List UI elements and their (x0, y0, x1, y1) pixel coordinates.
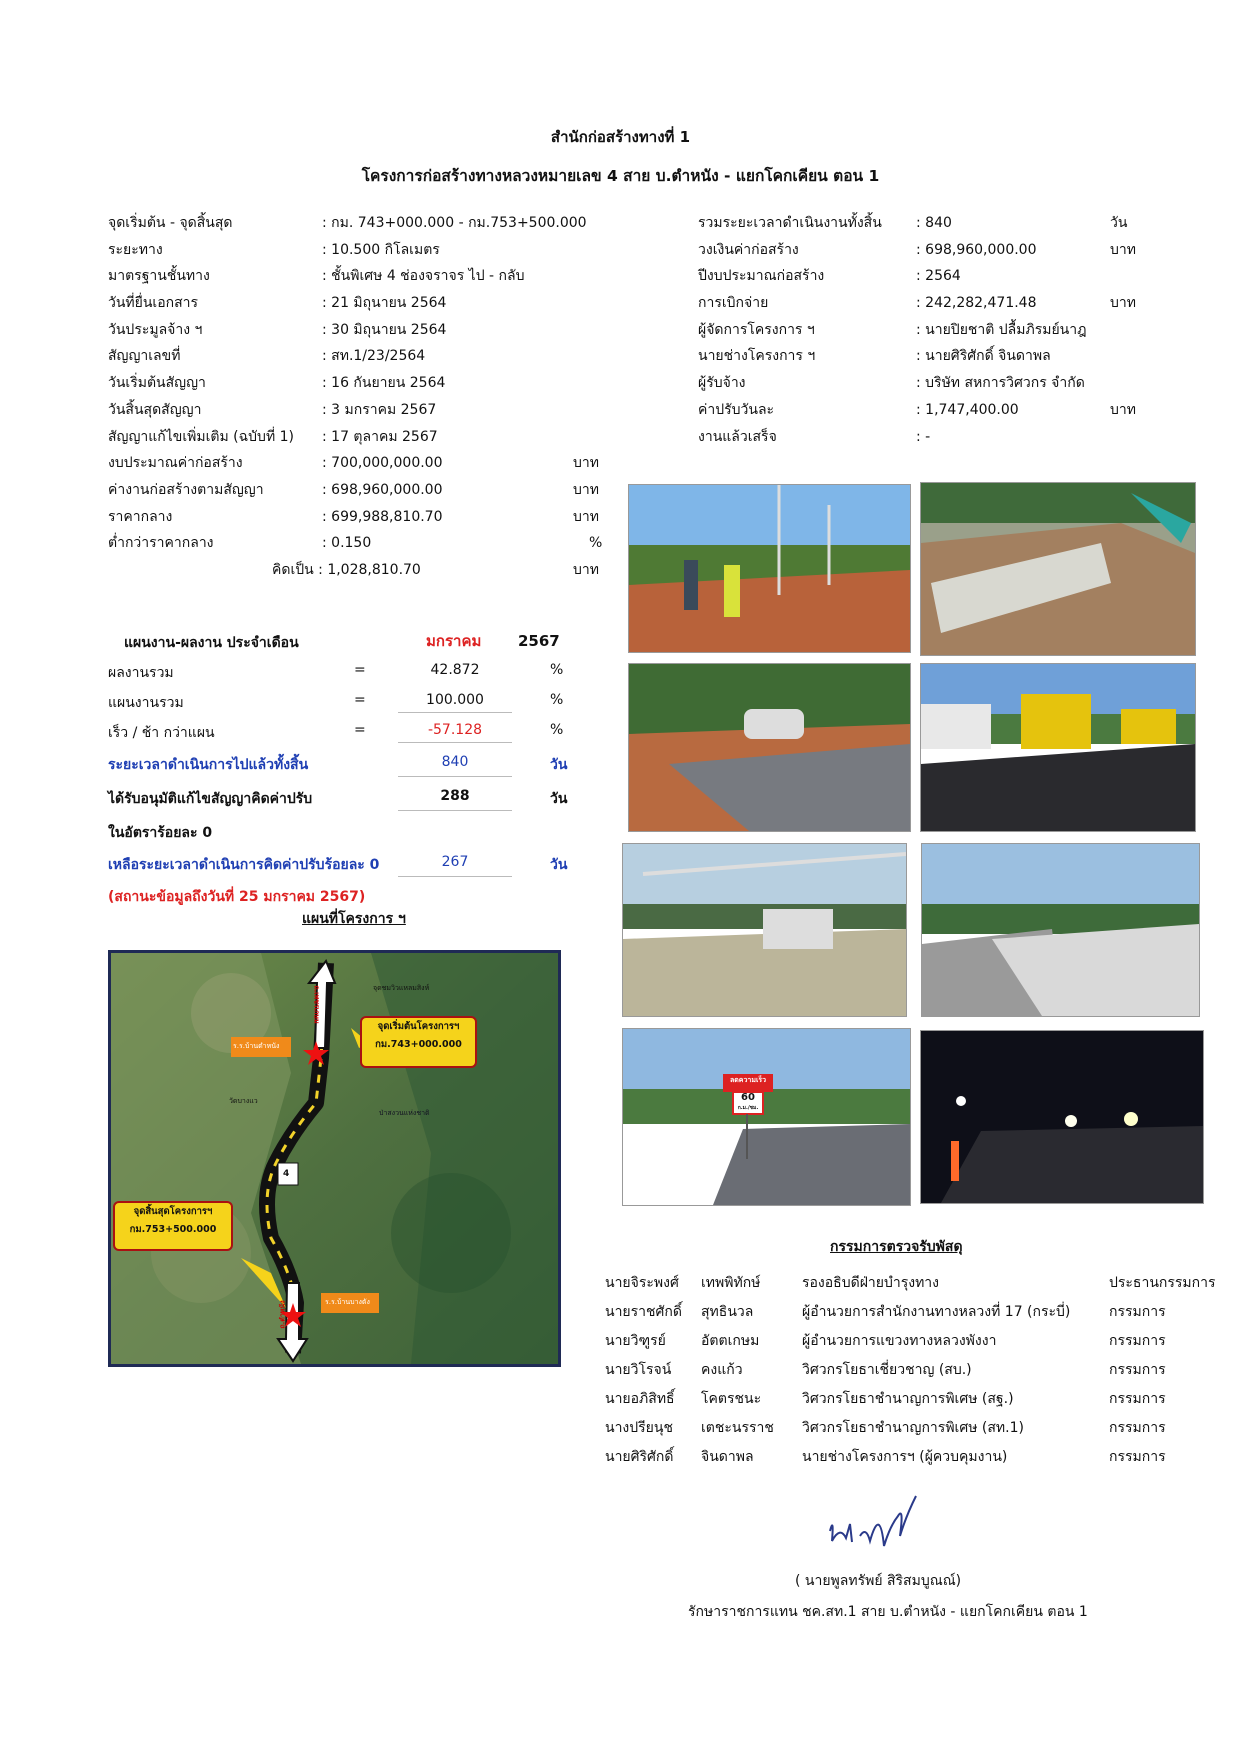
info-label: วันที่ยื่นเอกสาร (108, 295, 199, 312)
member-first-name: นายอภิสิทธิ์ (605, 1391, 675, 1407)
member-first-name: นายวิโรจน์ (605, 1362, 672, 1378)
info-row (108, 504, 608, 531)
info-row (108, 557, 608, 584)
start-point-callout (360, 1016, 477, 1068)
info-row (108, 530, 608, 557)
info-row (108, 477, 608, 504)
construction-photo (921, 843, 1200, 1017)
construction-photo (628, 484, 911, 653)
member-position: ผู้อำนวยการสำนักงานทางหลวงที่ 17 (กระบี่) (802, 1304, 1071, 1320)
member-position: นายช่างโครงการฯ (ผู้ควบคุมงาน) (802, 1449, 1008, 1465)
member-role: ประธานกรรมการ (1109, 1275, 1216, 1291)
plan-row-unit: % (550, 662, 564, 678)
info-label: รวมระยะเวลาดำเนินงานทั้งสิ้น (698, 215, 882, 231)
road-label: ถ.เพชรเกษม (312, 985, 321, 1024)
remaining-unit: วัน (550, 857, 568, 873)
elapsed-value: 840 (398, 754, 512, 777)
rate-label: ในอัตราร้อยละ 0 (108, 825, 213, 841)
start-km: กม.743+000.000 (375, 1039, 462, 1050)
place-label: ป่าสงวนแห่งชาติ (379, 1109, 430, 1117)
member-last-name: สุทธินวล (701, 1304, 754, 1320)
info-label: ผู้จัดการโครงการ ฯ (698, 321, 815, 338)
elapsed-unit: วัน (550, 757, 568, 773)
member-last-name: จินดาพล (701, 1449, 754, 1465)
info-row (698, 343, 1138, 370)
member-last-name: โคตรชนะ (701, 1391, 762, 1407)
info-unit: บาท (1110, 295, 1136, 312)
committee-title: กรรมการตรวจรับพัสดุ (830, 1239, 963, 1255)
construction-photo (622, 1028, 911, 1206)
info-label: ราคากลาง (108, 508, 173, 525)
info-value: : 840 (916, 215, 952, 231)
info-label: วันสิ้นสุดสัญญา (108, 401, 202, 418)
remaining-label: เหลือระยะเวลาดำเนินการคิดค่าปรับร้อยละ 0 (108, 857, 380, 873)
info-label: งบประมาณค่าก่อสร้าง (108, 455, 243, 472)
info-unit: บาท (1110, 401, 1136, 418)
info-label: ค่าปรับวันละ (698, 401, 775, 418)
water-truck-photo (629, 664, 910, 831)
approved-unit: วัน (550, 791, 568, 807)
plan-row-unit: % (550, 692, 564, 708)
member-position: ผู้อำนวยการแขวงทางหลวงพังงา (802, 1333, 997, 1349)
info-row (108, 263, 608, 290)
info-unit: บาท (573, 508, 599, 525)
info-row (108, 290, 608, 317)
member-first-name: นางปรียนุช (605, 1420, 673, 1436)
elapsed-label: ระยะเวลาดำเนินการไปแล้วทั้งสิ้น (108, 757, 309, 773)
committee-member (605, 1328, 1241, 1357)
place-label: จุดชมวิวแหลมสิงห์ (373, 984, 430, 992)
member-first-name: นายวิฑูรย์ (605, 1333, 666, 1349)
info-row (108, 237, 608, 264)
info-label: ผู้รับจ้าง (698, 375, 746, 392)
member-role: กรรมการ (1109, 1333, 1166, 1349)
end-point-callout (113, 1201, 233, 1251)
member-first-name: นายราชศักดิ์ (605, 1304, 682, 1320)
info-value: : 17 ตุลาคม 2567 (322, 428, 438, 445)
info-value: : 1,747,400.00 (916, 401, 1019, 418)
committee-member (605, 1299, 1241, 1328)
info-label: การเบิกจ่าย (698, 295, 769, 312)
project-map (108, 950, 561, 1367)
info-row (698, 397, 1138, 424)
member-last-name: เตชะนรราช (701, 1420, 774, 1436)
plan-row-eq: = (354, 692, 366, 708)
info-label: งานแล้วเสร็จ (698, 428, 777, 445)
member-last-name: คงแก้ว (701, 1362, 743, 1378)
plan-month: มกราคม (426, 632, 482, 650)
end-label: จุดสิ้นสุดโครงการฯ (133, 1206, 213, 1217)
construction-photo (628, 663, 911, 832)
info-row (108, 424, 608, 451)
committee-member (605, 1415, 1241, 1444)
info-value: : 698,960,000.00 (322, 481, 443, 498)
info-value: : บริษัท สหการวิศวกร จำกัด (916, 375, 1085, 392)
info-label: จุดเริ่มต้น - จุดสิ้นสุด (108, 215, 233, 231)
signer-position: รักษาราชการแทน ชค.สท.1 สาย บ.ตำหนัง - แยกโคกเคียน ตอน 1 (688, 1604, 1088, 1620)
night-work-photo (921, 1031, 1203, 1203)
member-role: กรรมการ (1109, 1449, 1166, 1465)
plan-row-label: ผลงานรวม (108, 665, 174, 681)
plan-row-value: 100.000 (398, 692, 512, 713)
approved-label: ได้รับอนุมัติแก้ไขสัญญาคิดค่าปรับ (108, 791, 313, 807)
signature-image (820, 1486, 940, 1566)
info-unit: วัน (1110, 215, 1128, 231)
info-value: : 700,000,000.00 (322, 455, 443, 472)
barrier-wall-photo (922, 844, 1199, 1016)
info-label: ระยะทาง (108, 241, 163, 258)
info-value: : นายปิยชาติ ปลื้มภิรมย์นาฎ (916, 321, 1087, 338)
committee-member (605, 1386, 1241, 1415)
info-row (698, 263, 1138, 290)
info-value: : 698,960,000.00 (916, 241, 1037, 258)
info-row (698, 317, 1138, 344)
asphalt-paving-photo (921, 664, 1195, 831)
plan-row-eq: = (354, 722, 366, 738)
start-label: จุดเริ่มต้นโครงการฯ (377, 1021, 460, 1032)
info-row (698, 424, 1138, 451)
info-value: : 21 มิถุนายน 2564 (322, 295, 447, 312)
info-value: : 0.150 (322, 535, 372, 552)
member-position: วิศวกรโยธาชำนาญการพิเศษ (สฐ.) (802, 1391, 1014, 1407)
committee-member (605, 1270, 1241, 1299)
construction-photo (920, 482, 1196, 656)
member-role: กรรมการ (1109, 1362, 1166, 1378)
info-value: : - (916, 428, 931, 445)
approved-value: 288 (398, 788, 512, 811)
member-last-name: เทพพิทักษ์ (701, 1275, 761, 1291)
info-value: : ชั้นพิเศษ 4 ช่องจราจร ไป - กลับ (322, 268, 525, 285)
project-info-right (698, 210, 1138, 450)
info-unit: บาท (573, 481, 599, 498)
place-label: วัดบางแว (229, 1097, 258, 1105)
signer-name: ( นายพูลทรัพย์ สิริสมบูณณ์) (795, 1573, 962, 1589)
project-info-left (108, 210, 608, 584)
info-row (108, 317, 608, 344)
info-row (108, 370, 608, 397)
construction-photo (920, 1030, 1204, 1204)
info-value: : 242,282,471.48 (916, 295, 1037, 312)
plan-heading: แผนงาน-ผลงาน ประจำเดือน (124, 635, 299, 651)
info-label: ต่ำกว่าราคากลาง (108, 535, 214, 552)
member-first-name: นายศิริศักดิ์ (605, 1449, 674, 1465)
status-note: (สถานะข้อมูลถึงวันที่ 25 มกราคม 2567) (108, 889, 366, 905)
plan-row-eq: = (354, 662, 366, 678)
info-value: : กม. 743+000.000 - กม.753+500.000 (322, 215, 587, 231)
member-role: กรรมการ (1109, 1420, 1166, 1436)
plan-row-label: แผนงานรวม (108, 695, 184, 711)
retaining-wall-photo (921, 483, 1195, 655)
info-row (698, 370, 1138, 397)
committee-list (605, 1270, 1241, 1473)
construction-photo (920, 663, 1196, 832)
info-value: : 699,988,810.70 (322, 508, 443, 525)
road-label: ถ.ตำหนัง (278, 1300, 287, 1329)
plan-year: 2567 (518, 632, 560, 650)
info-label: ค่างานก่อสร้างตามสัญญา (108, 481, 264, 498)
school-label: ร.ร.บ้านตำหนัง (233, 1042, 280, 1050)
info-value: : 10.500 กิโลเมตร (322, 241, 440, 258)
info-label: มาตรฐานชั้นทาง (108, 268, 210, 285)
info-unit: บาท (1110, 241, 1136, 258)
info-row (108, 210, 608, 237)
member-position: วิศวกรโยธาชำนาญการพิเศษ (สท.1) (802, 1420, 1024, 1436)
speed-sign-text: ลดความเร็ว (729, 1076, 767, 1084)
info-value: : นายศิริศักดิ์ จินดาพล (916, 348, 1051, 365)
info-unit: บาท (573, 455, 599, 472)
info-value: : 2564 (916, 268, 961, 285)
route-number: 4 (283, 1169, 290, 1179)
member-role: กรรมการ (1109, 1304, 1166, 1320)
plan-row-value: -57.128 (398, 722, 512, 743)
project-title: โครงการก่อสร้างทางหลวงหมายเลข 4 สาย บ.ตำหนัง - แยกโคกเคียน ตอน 1 (361, 167, 880, 185)
info-value: : 16 กันยายน 2564 (322, 375, 446, 392)
completed-road-photo (623, 1029, 910, 1205)
info-unit: % (589, 535, 603, 552)
info-row (108, 450, 608, 477)
info-label: วันประมูลจ้าง ฯ (108, 321, 203, 338)
survey-photo (629, 485, 910, 652)
school-label: ร.ร.บ้านบางตัง (325, 1298, 370, 1306)
member-first-name: นายจิระพงศ์ (605, 1275, 679, 1291)
member-last-name: อัตตเกษม (701, 1333, 760, 1349)
info-label: สัญญาแก้ไขเพิ่มเติม (ฉบับที่ 1) (108, 428, 294, 445)
plan-progress-section (108, 628, 578, 906)
info-value: : 30 มิถุนายน 2564 (322, 321, 447, 338)
info-row (698, 237, 1138, 264)
remaining-value: 267 (398, 854, 512, 877)
info-label: สัญญาเลขที่ (108, 348, 181, 365)
info-row (698, 210, 1138, 237)
concrete-pouring-photo (623, 844, 906, 1016)
info-row (108, 397, 608, 424)
map-title: แผนที่โครงการ ฯ (302, 911, 406, 927)
committee-member (605, 1357, 1241, 1386)
info-value: คิดเป็น : 1,028,810.70 (272, 561, 421, 578)
member-role: กรรมการ (1109, 1391, 1166, 1407)
construction-photo (622, 843, 907, 1017)
speed-sign-value: 60 (741, 1092, 755, 1103)
plan-row-label: เร็ว / ช้า กว่าแผน (108, 725, 215, 741)
info-row (698, 290, 1138, 317)
info-label: วันเริ่มต้นสัญญา (108, 375, 206, 392)
end-km: กม.753+500.000 (129, 1224, 217, 1235)
info-value: : สท.1/23/2564 (322, 348, 426, 365)
info-value: : 3 มกราคม 2567 (322, 401, 437, 418)
info-label: นายช่างโครงการ ฯ (698, 348, 816, 365)
info-label: ปีงบประมาณก่อสร้าง (698, 268, 825, 285)
info-label: วงเงินค่าก่อสร้าง (698, 241, 799, 258)
office-title: สำนักก่อสร้างทางที่ 1 (550, 128, 691, 146)
committee-member (605, 1444, 1241, 1473)
member-position: วิศวกรโยธาเชี่ยวชาญ (สบ.) (802, 1362, 972, 1378)
plan-row-unit: % (550, 722, 564, 738)
speed-sign-unit: ก.ม./ชม. (737, 1105, 759, 1111)
plan-row-value: 42.872 (430, 662, 480, 678)
info-unit: บาท (573, 561, 599, 578)
info-row (108, 343, 608, 370)
member-position: รองอธิบดีฝ่ายบำรุงทาง (802, 1275, 939, 1291)
